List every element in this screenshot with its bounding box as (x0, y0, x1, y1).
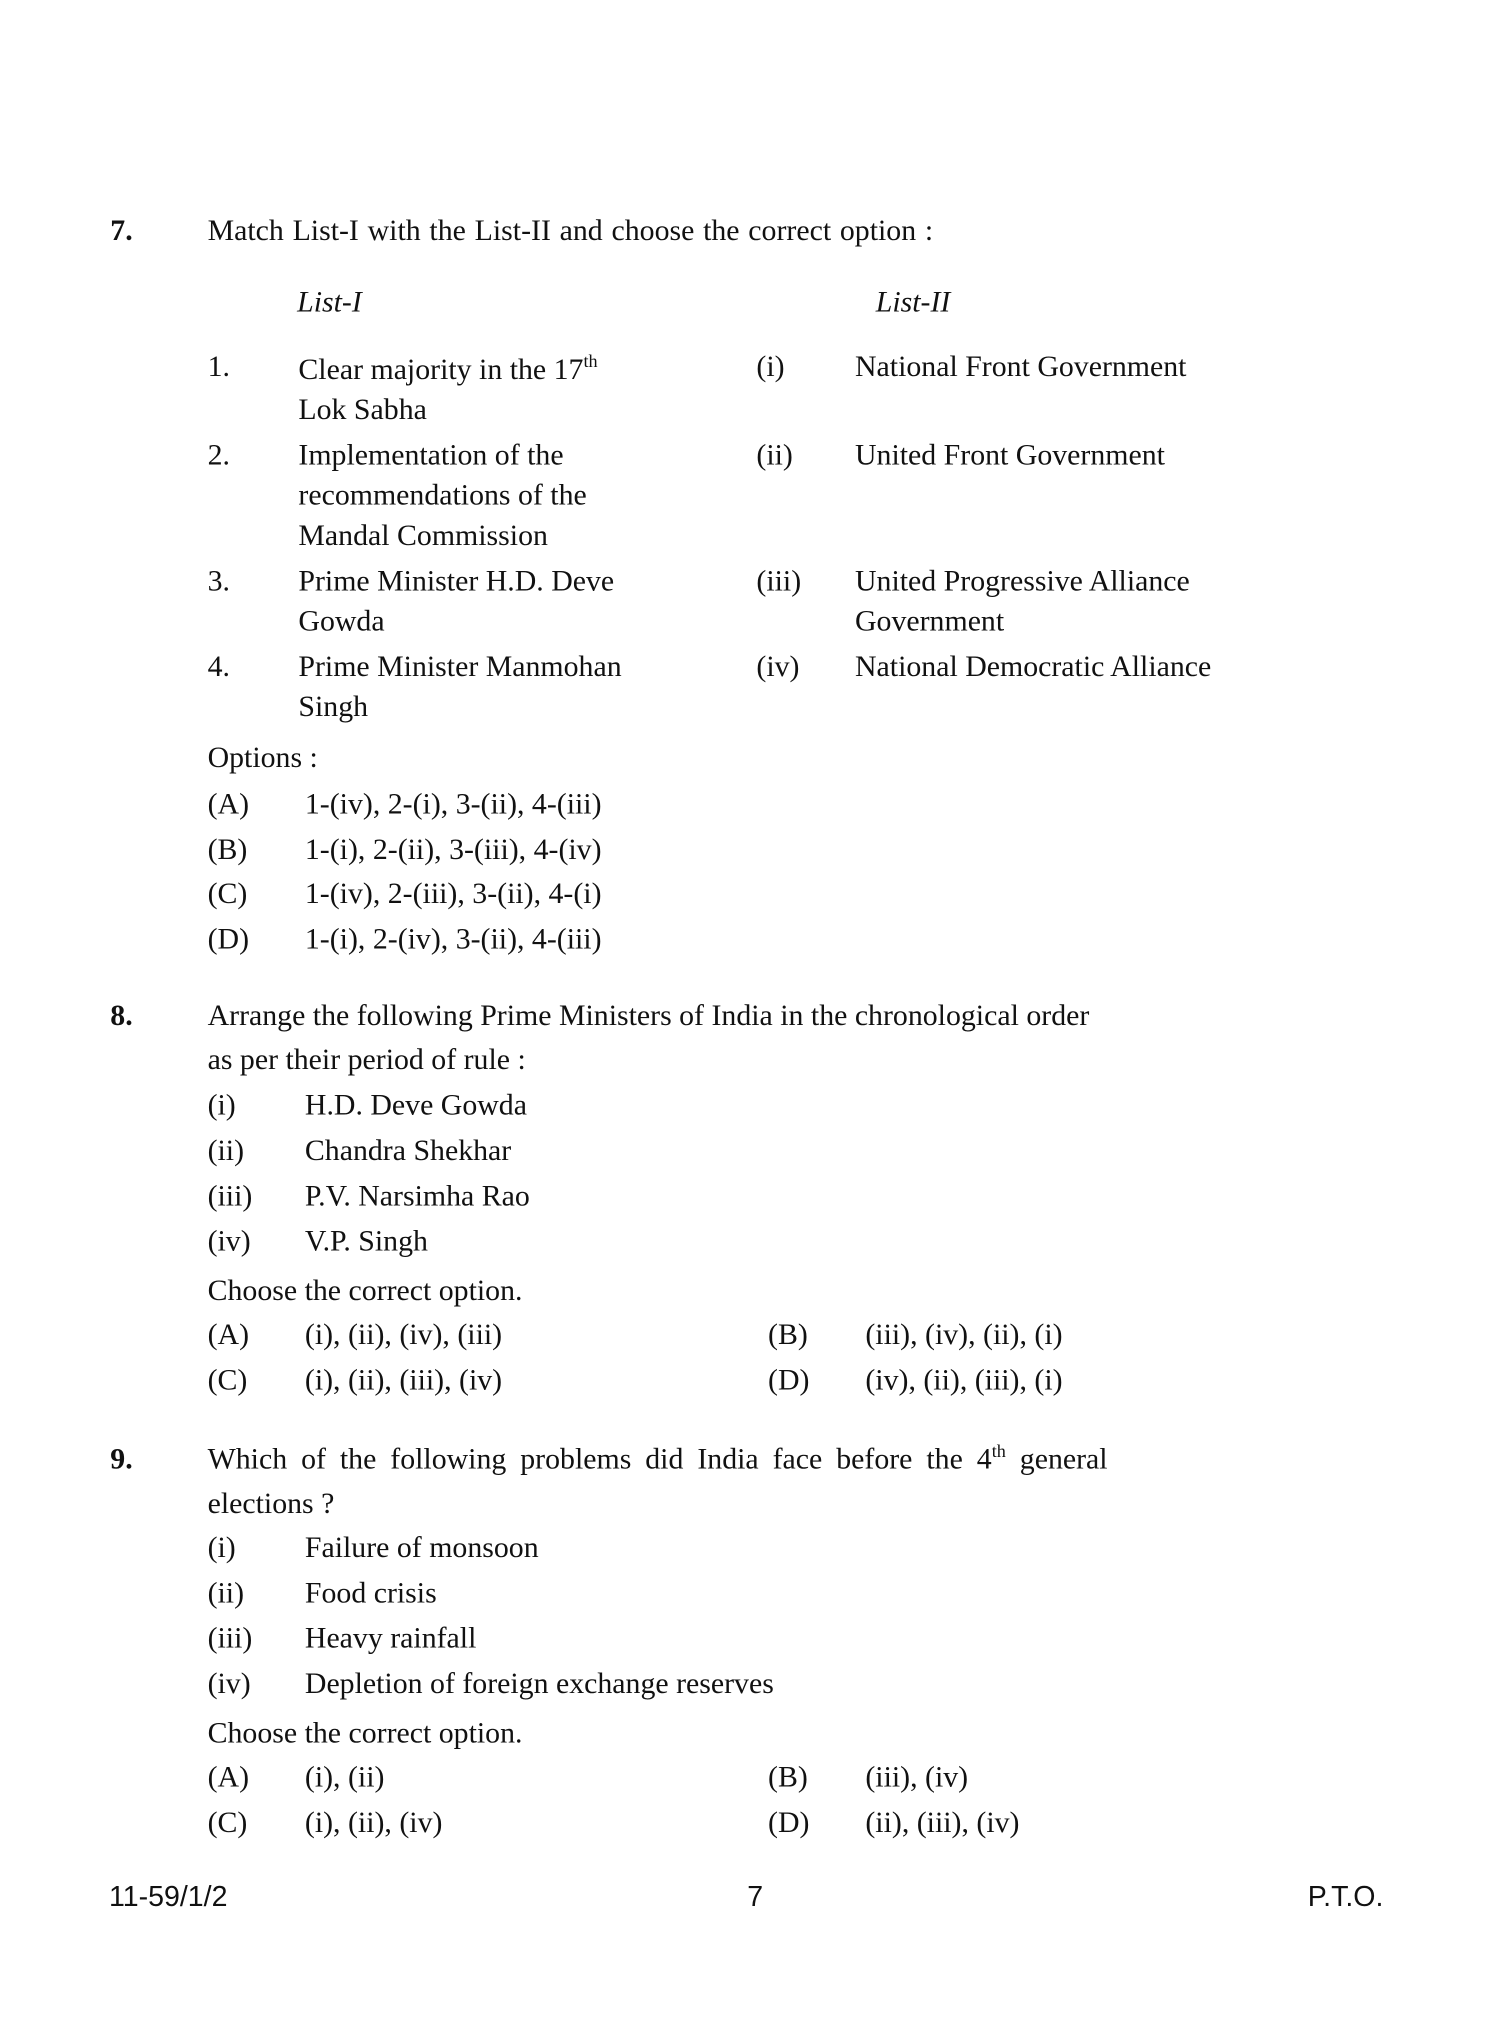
list1-item: Prime Minister Manmohan (298, 649, 622, 683)
list1-item: Implementation of the (298, 438, 564, 471)
list2-item: National Democratic Alliance (854, 649, 1212, 683)
list2-num: (i) (756, 350, 785, 383)
option-text: (ii), (iii), (iv) (865, 1805, 1020, 1839)
list1-num: 4. (207, 649, 230, 683)
item-num: (i) (207, 1530, 236, 1564)
item-num: (iv) (207, 1224, 251, 1258)
list1-item: Clear majority in the 17th (298, 352, 598, 386)
item-text: Failure of monsoon (304, 1530, 539, 1564)
item-num: (ii) (207, 1576, 245, 1609)
pto-label: P.T.O. (1307, 1879, 1384, 1913)
item-num: (ii) (207, 1133, 245, 1167)
option-text: 1-(i), 2-(ii), 3-(iii), 4-(iv) (304, 832, 602, 866)
list1-item-cont: Lok Sabha (298, 393, 427, 426)
list2-num: (ii) (756, 438, 793, 471)
option-letter: (C) (207, 1363, 248, 1397)
list1-item: Prime Minister H.D. Deve (298, 564, 615, 597)
list1-num: 2. (207, 438, 230, 471)
option-text: (i), (ii), (iii), (iv) (304, 1363, 503, 1397)
option-text: (i), (ii), (iv) (304, 1805, 443, 1839)
item-text: Food crisis (304, 1576, 437, 1609)
page-number: 7 (747, 1879, 764, 1913)
option-letter: (C) (207, 1805, 248, 1839)
option-text: (i), (ii) (304, 1760, 385, 1794)
option-letter: (D) (768, 1363, 810, 1397)
item-text: Chandra Shekhar (304, 1133, 512, 1167)
choose-text: Choose the correct option. (207, 1716, 523, 1749)
option-letter: (C) (207, 877, 248, 910)
option-text: 1-(i), 2-(iv), 3-(ii), 4-(iii) (304, 922, 602, 955)
list2-num: (iv) (756, 649, 800, 683)
list2-item: United Progressive Alliance (854, 564, 1190, 597)
item-text: P.V. Narsimha Rao (304, 1179, 530, 1212)
list1-item-cont: recommendations of the (298, 478, 587, 512)
list1-item-cont: Singh (298, 690, 369, 723)
question-number: 8. (110, 998, 133, 1032)
option-text: (iv), (ii), (iii), (i) (865, 1363, 1063, 1397)
question-number: 7. (110, 214, 133, 247)
list2-num: (iii) (756, 564, 802, 597)
paper-code: 11-59/1/2 (108, 1879, 228, 1913)
option-text: 1-(iv), 2-(i), 3-(ii), 4-(iii) (304, 787, 602, 820)
question-text-cont: as per their period of rule : (207, 1043, 526, 1076)
question-text: Which of the following problems did India face before the 4th general (207, 1442, 1108, 1476)
list1-item-cont: Mandal Commission (298, 518, 548, 552)
item-text: Heavy rainfall (304, 1621, 477, 1655)
question-number: 9. (110, 1442, 133, 1476)
option-letter: (A) (207, 787, 250, 820)
option-text: 1-(iv), 2-(iii), 3-(ii), 4-(i) (304, 877, 602, 910)
item-num: (iii) (207, 1179, 253, 1212)
item-num: (iii) (207, 1621, 253, 1655)
item-text: V.P. Singh (304, 1224, 428, 1258)
list1-header: List-I (297, 285, 362, 318)
option-text: (iii), (iv), (ii), (i) (865, 1318, 1063, 1351)
item-text: Depletion of foreign exchange reserves (304, 1667, 774, 1700)
list1-num: 3. (207, 564, 230, 597)
option-letter: (D) (207, 922, 250, 955)
question-text: Match List-I with the List-II and choose the correct option : (207, 214, 934, 247)
option-text: (i), (ii), (iv), (iii) (304, 1318, 503, 1351)
item-text: H.D. Deve Gowda (304, 1088, 527, 1121)
item-num: (iv) (207, 1667, 251, 1700)
question-text-cont: elections ? (207, 1486, 335, 1520)
option-text: (iii), (iv) (865, 1760, 969, 1794)
option-letter: (B) (768, 1760, 808, 1794)
item-num: (i) (207, 1088, 236, 1121)
list2-item: National Front Government (854, 350, 1187, 383)
list2-item: United Front Government (854, 438, 1165, 471)
list1-num: 1. (207, 350, 230, 383)
options-label: Options : (207, 740, 318, 774)
option-letter: (D) (768, 1805, 810, 1839)
option-letter: (B) (768, 1318, 808, 1351)
option-letter: (B) (207, 832, 248, 866)
choose-text: Choose the correct option. (207, 1274, 523, 1307)
list2-item-cont: Government (854, 604, 1005, 638)
option-letter: (A) (207, 1760, 250, 1794)
question-text: Arrange the following Prime Ministers of India in the chronological order (207, 998, 1090, 1032)
list2-header: List-II (875, 285, 951, 318)
list1-item-cont: Gowda (298, 604, 385, 638)
option-letter: (A) (207, 1318, 250, 1351)
